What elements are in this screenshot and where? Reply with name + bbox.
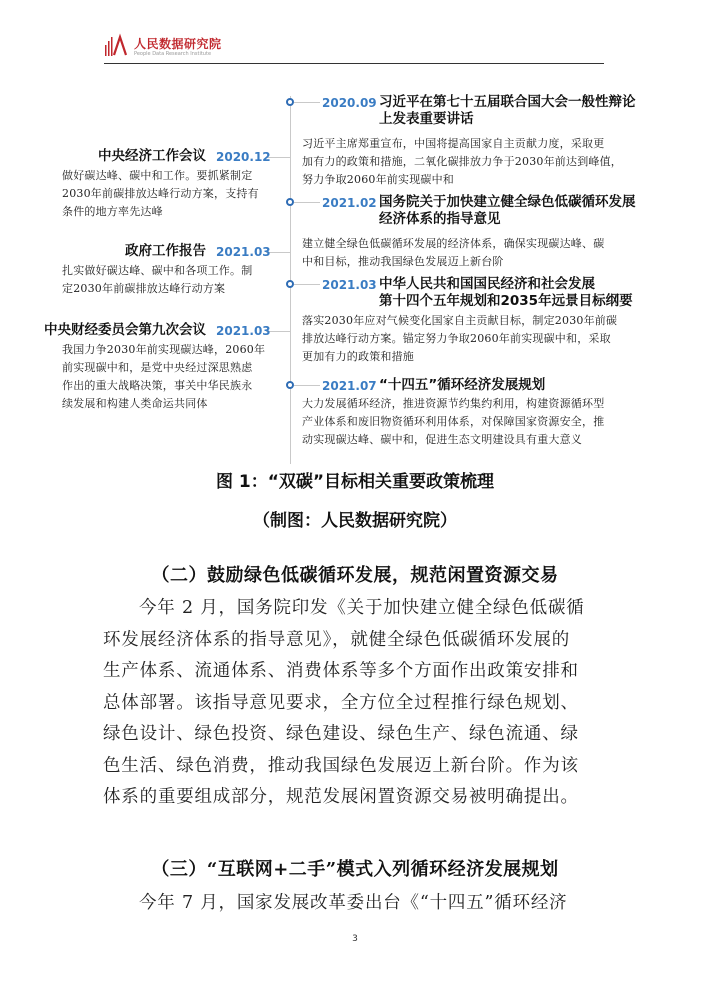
event-title: 中央经济工作会议: [98, 148, 206, 164]
timeline-connector: [294, 385, 320, 386]
event-description: 扎实做好碳达峰、碳中和各项工作。制 定2030年前碳排放达峰行动方案: [62, 264, 253, 295]
timeline-dot: [286, 280, 294, 288]
logo-subtitle: People Data Research Institute: [134, 51, 212, 57]
body-paragraph: 今年 7 月，国家发展改革委出台《“十四五”循环经济: [139, 893, 568, 913]
figure-credit: （制图：人民数据研究院）: [253, 511, 457, 531]
event-title: 国务院关于加快建立健全绿色低碳循环发展 经济体系的指导意见: [379, 194, 636, 227]
timeline-dot: [286, 98, 294, 106]
page-number: 3: [352, 934, 358, 944]
event-title: “十四五”循环经济发展规划: [379, 377, 546, 393]
logo-name: 人民数据研究院: [134, 37, 222, 51]
figure-caption: 图 1：“双碳”目标相关重要政策梳理: [215, 472, 495, 492]
header-divider: [104, 63, 604, 64]
event-date: 2021.03: [322, 278, 377, 292]
section-heading: （三）“互联网+二手”模式入列循环经济发展规划: [151, 859, 559, 880]
event-description: 我国力争2030年前实现碳达峰，2060年 前实现碳中和，是党中央经过深思熟虑 作出的重大战略决策，事关中华民族永 续发展和构建人类命运共同体: [62, 343, 266, 410]
timeline-connector: [294, 284, 320, 285]
event-date: 2020.12: [216, 150, 271, 164]
event-title: 中华人民共和国国民经济和社会发展 第十四个五年规划和2035年远景目标纲要: [379, 276, 633, 309]
event-date: 2020.09: [322, 96, 377, 110]
brand-logo: [104, 33, 234, 61]
timeline-dot: [286, 198, 294, 206]
body-paragraph: 今年 2 月，国务院印发《关于加快建立健全绿色低碳循 环发展经济体系的指导意见》，就健全绿色低碳循环发展的 生产体系、流通体系、消费体系等多个方面作出政策安排和 总体部署。该指导意见要求，全方位全过程推行绿色规划、 绿色设计、绿色投资、绿色建设、绿色生产、绿色流通、绿 色生活、绿色消费，推动我国绿色发展迈上新台阶。作为该 体系的重要组成部分，规范发展闲置资源交易被明确提出。: [103, 598, 585, 807]
event-description: 做好碳达峰、碳中和工作。要抓紧制定 2030年前碳排放达峰行动方案，支持有 条件的地方率先达峰: [62, 169, 259, 218]
event-title: 中央财经委员会第九次会议: [44, 322, 206, 338]
event-description: 落实2030年应对气候变化国家自主贡献目标，制定2030年前碳 排放达峰行动方案。锚定努力争取2060年前实现碳中和，采取 更加有力的政策和措施: [302, 314, 618, 363]
event-date: 2021.03: [216, 324, 271, 338]
event-date: 2021.07: [322, 379, 377, 393]
event-title: 习近平在第七十五届联合国大会一般性辩论 上发表重要讲话: [379, 94, 636, 127]
section-heading: （二）鼓励绿色低碳循环发展，规范闲置资源交易: [151, 565, 559, 586]
event-description: 大力发展循环经济，推进资源节约集约利用，构建资源循环型 产业体系和废旧物资循环利用体系，对保障国家资源安全，推 动实现碳达峰、碳中和，促进生态文明建设具有重大意义: [302, 397, 605, 446]
timeline-connector: [294, 202, 320, 203]
logo-mark-icon: [104, 33, 130, 59]
event-title: 政府工作报告: [125, 243, 206, 259]
timeline-dot: [286, 381, 294, 389]
event-date: 2021.03: [216, 245, 271, 259]
event-description: 建立健全绿色低碳循环发展的经济体系，确保实现碳达峰、碳 中和目标，推动我国绿色发展迈上新台阶: [302, 237, 605, 268]
timeline-connector: [294, 102, 320, 103]
event-date: 2021.02: [322, 196, 377, 210]
event-description: 习近平主席郑重宣布，中国将提高国家自主贡献力度，采取更 加有力的政策和措施，二氧化碳排放力争于2030年前达到峰值， 努力争取2060年前实现碳中和: [302, 137, 622, 186]
